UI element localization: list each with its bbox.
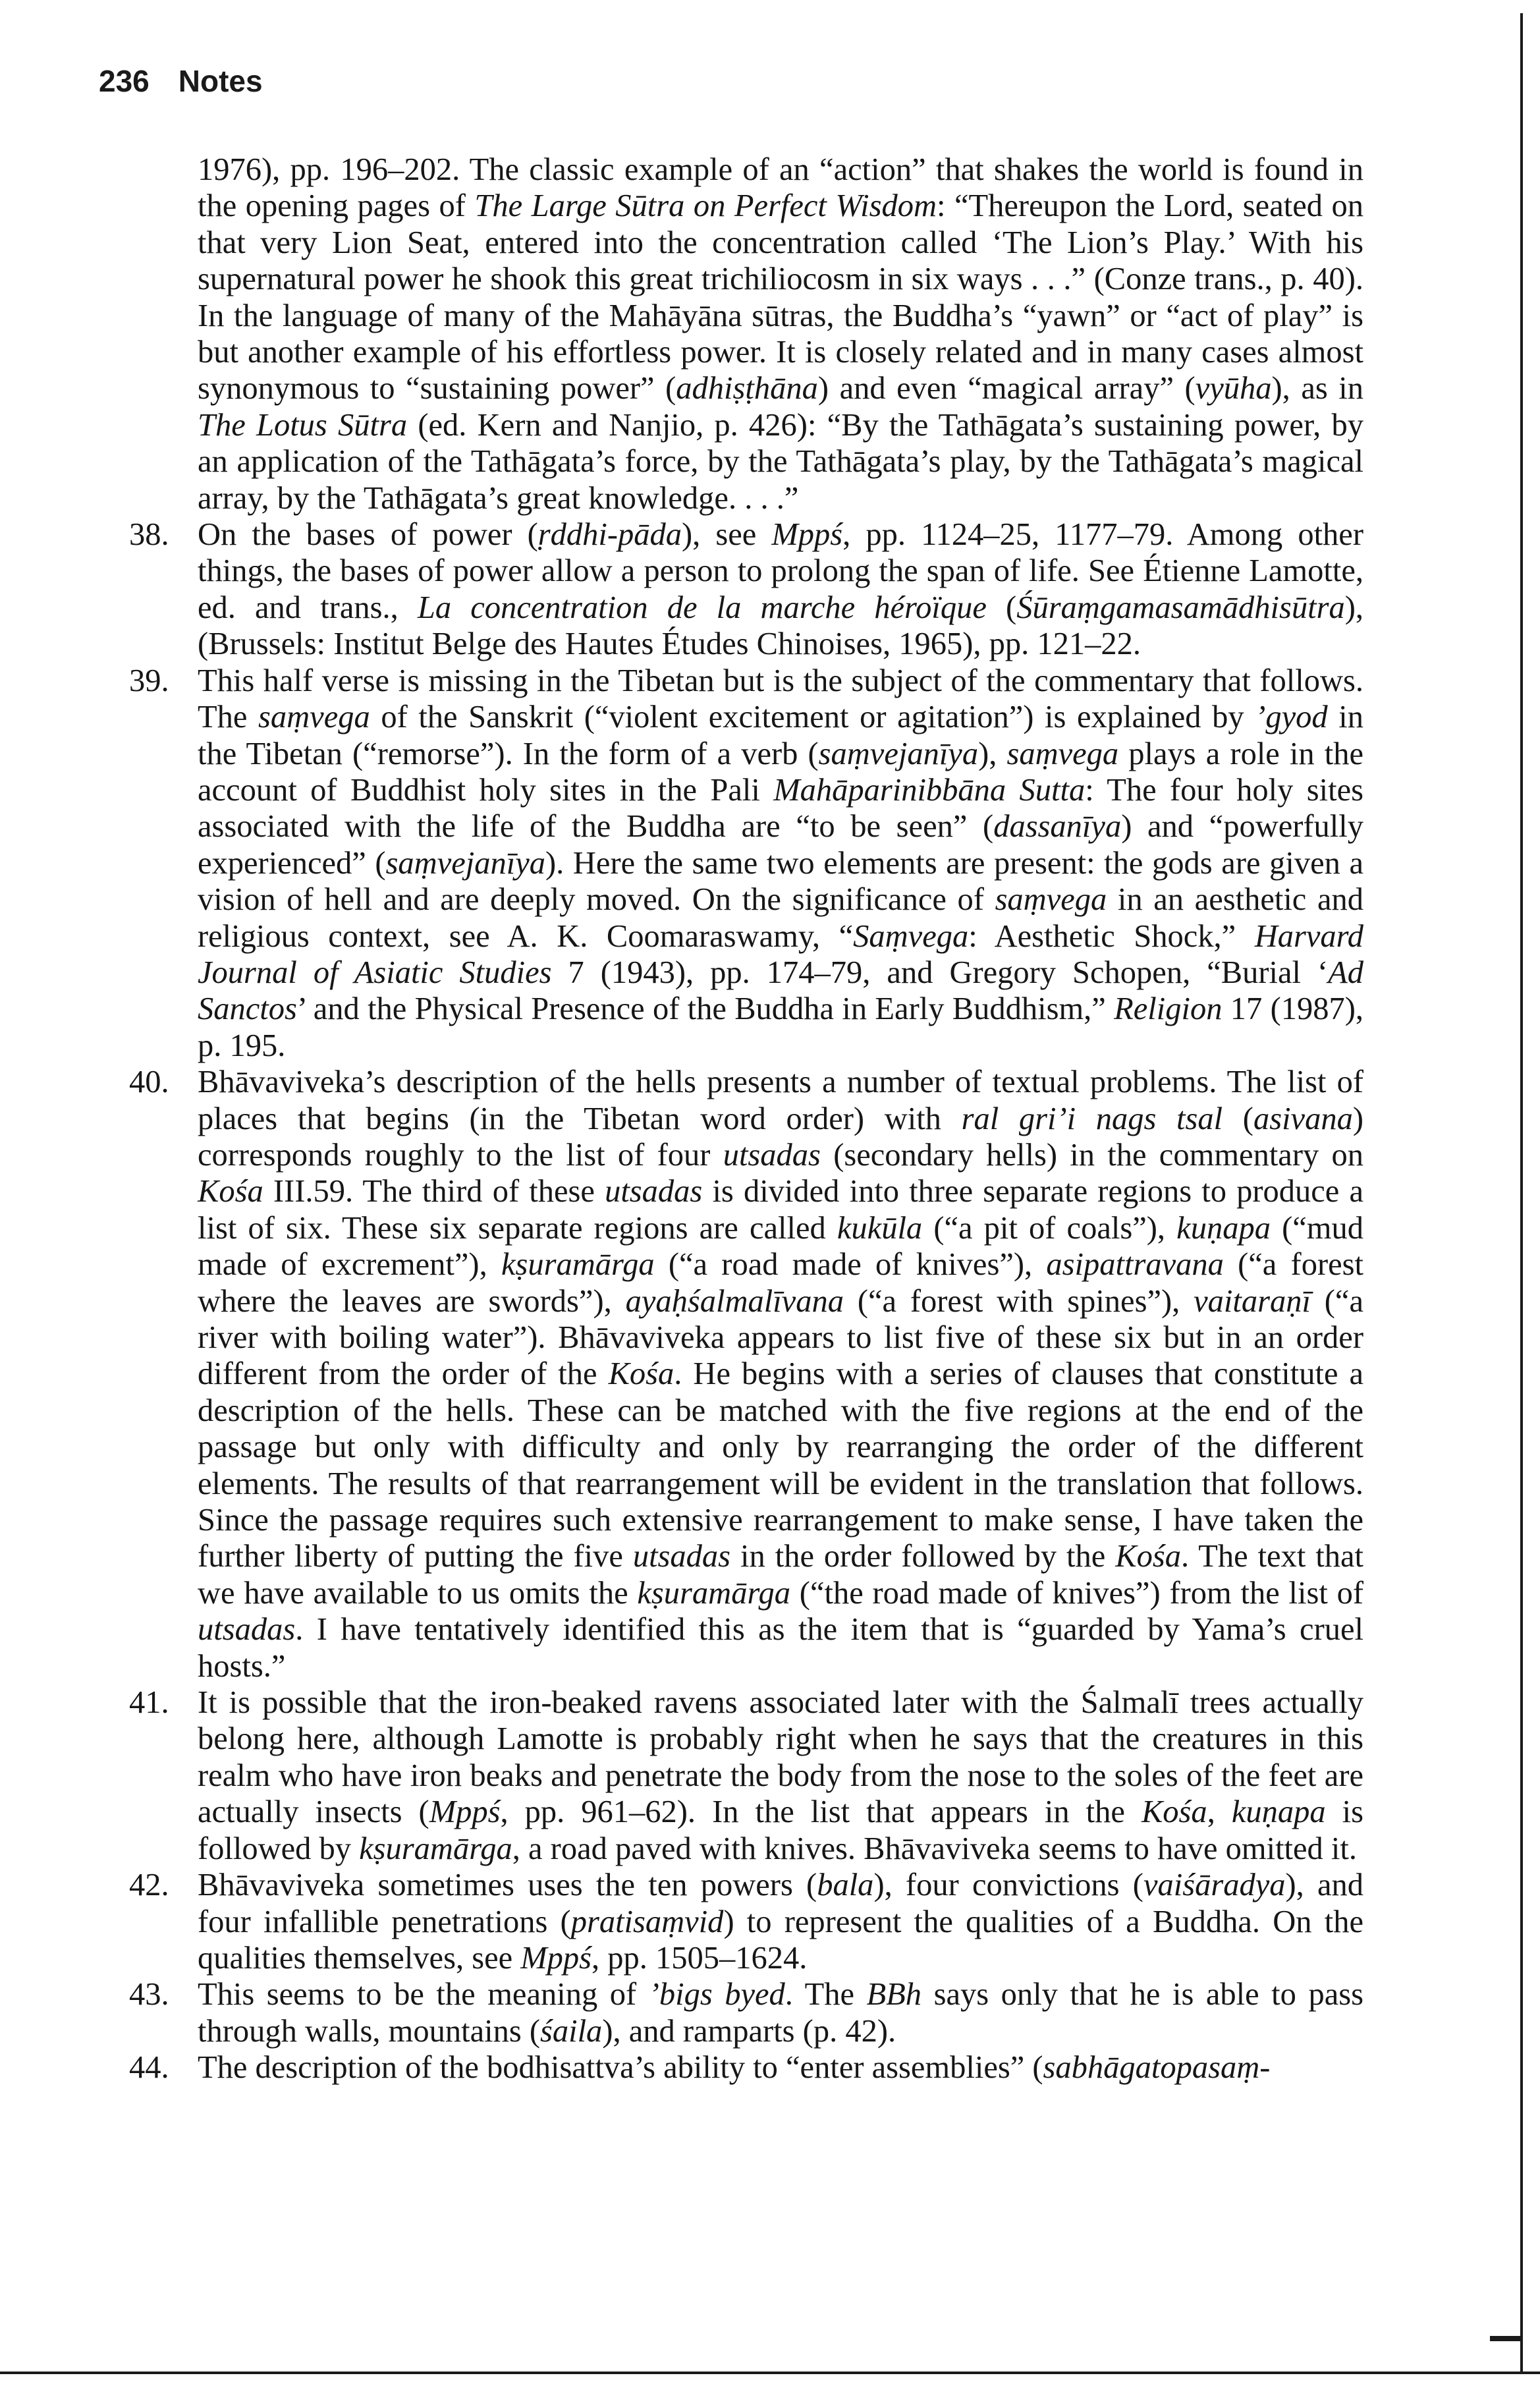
section-title: Notes	[178, 64, 263, 98]
note-text: ) to represent the qualities of a Buddha. On the qualities themselves, see	[198, 1904, 1363, 1976]
note-text: : “Thereupon the Lord, seated on that very Lion Seat, entered into the concentration called ‘The Lion’s Play.’ With his supernatural power he shook this great trichiliocosm in six ways . . .” (Conze trans., p. 40). In the language of many of the Mahāyāna sūtras, the Buddha’s “yawn” or “act of play” is but another example of his effortless power. It is closely related and in many cases almost synonymous to “sustaining power” (	[198, 188, 1363, 406]
note-italic-text: The Large Sūtra on Perfect Wisdom	[474, 188, 937, 224]
note-text: (secondary hells) in the commentary on	[820, 1137, 1363, 1173]
note-italic-text: ayaḥśalmalīvana	[625, 1283, 844, 1319]
note-italic-text: asivana	[1253, 1101, 1353, 1136]
note-number: 44.	[129, 2050, 169, 2086]
note-text: (“the road made of knives”) from the list of	[790, 1575, 1363, 1611]
note-text: : Aesthetic Shock,”	[968, 918, 1255, 954]
note-number: 38.	[129, 517, 169, 553]
note-italic-text: ’bigs byed	[648, 1977, 785, 2012]
note-text: This seems to be the meaning of	[198, 1977, 649, 2012]
note-item	[129, 1867, 1363, 1976]
page-edge-rule-bottom	[0, 2372, 1540, 2374]
note-text: : The four holy sites associated with the life of the Buddha are “to be seen” (	[198, 772, 1363, 845]
note-italic-text: Harvard Journal of Asiatic Studies	[198, 918, 1364, 990]
note-text: . He begins with a series of clauses that constitute a description of the hells. These can be matched with the five regions at the end of the passage but only with difficulty and only by rearranging the order of the different elements. The results of that rearrangement will be evident in the translation that follows. Since the passage requires such extensive rearrangement to make sense, I have taken the further liberty of putting the five	[198, 1356, 1364, 1574]
note-italic-text: Mppś	[429, 1794, 501, 1830]
note-item	[129, 1684, 1363, 1867]
note-text: in the Tibetan (“remorse”). In the form of a verb (	[198, 700, 1364, 771]
note-text: 7 (1943), pp. 174–79, and Gregory Schopen, “Burial ‘	[551, 955, 1329, 990]
note-italic-text: saṃvejanīya	[385, 845, 545, 881]
note-italic-text: kuṇapa	[1231, 1794, 1326, 1830]
note-text: (	[1223, 1101, 1253, 1136]
note-italic-text: saṃvega	[995, 882, 1107, 918]
note-text: 1976), pp. 196–202. The classic example of an “action” that shakes the world is found in the opening pages of	[198, 152, 1363, 224]
note-italic-text: vyūha	[1195, 371, 1272, 406]
note-text: in an aesthetic and religious context, see A. K. Coomaraswamy, “	[198, 882, 1363, 954]
note-text: ), see	[682, 517, 772, 553]
note-text: On the bases of power (	[198, 517, 538, 553]
note-italic-text: saṃvejanīya	[818, 736, 979, 771]
note-italic-text: sabhāgatopasaṃ-	[1043, 2050, 1271, 2086]
note-italic-text: asipattravana	[1046, 1247, 1224, 1283]
note-item	[198, 152, 1363, 516]
note-text: (ed. Kern and Nanjio, p. 426): “By the Tathāgata’s sustaining power, by an application of the Tathāgata’s force, by the Tathāgata’s play, by the Tathāgata’s magical array, by the Tathāgata’s great knowledge. . . .”	[198, 407, 1364, 516]
note-italic-text: kṣuramārga	[637, 1575, 791, 1611]
note-text: ),	[978, 736, 1007, 771]
scan-corner-mark	[1490, 2336, 1523, 2341]
note-italic-text: ral gri’i nags tsal	[961, 1101, 1223, 1136]
note-text: , pp. 1505–1624.	[591, 1940, 808, 1976]
note-text: ). Here the same two elements are present: the gods are given a vision of hell and are deeply moved. On the significance of	[198, 845, 1363, 918]
note-italic-text: pratisaṃvid	[570, 1904, 724, 1939]
note-number: 40.	[129, 1065, 169, 1100]
note-italic-text: bala	[817, 1868, 874, 1903]
note-text: (“a river with boiling water”). Bhāvaviveka appears to list five of these six but in an order different from the order of the	[198, 1283, 1363, 1392]
page-number: 236	[99, 64, 150, 98]
note-italic-text: La concentration de la marche héroïque	[417, 590, 987, 625]
note-text: , pp. 1124–25, 1177–79. Among other things, the bases of power allow a person to prolong the span of life. See Étienne Lamotte, ed. and trans.,	[198, 517, 1363, 625]
note-text: ) corresponds roughly to the list of four	[198, 1101, 1363, 1173]
note-text: . The	[784, 1977, 867, 2012]
note-text: of the Sanskrit (“violent excitement or agitation”) is explained by	[370, 700, 1255, 735]
note-number: 43.	[129, 1977, 169, 2012]
note-italic-text: kṣuramārga	[359, 1831, 512, 1866]
note-text: (“a road made of knives”),	[654, 1247, 1047, 1283]
note-italic-text: Saṃvega	[853, 918, 969, 954]
note-number: 39.	[129, 663, 169, 698]
note-text: It is possible that the iron-beaked ravens associated later with the Śalmalī trees actually belong here, although Lamotte is probably right when he says that the creatures in this realm who have iron beaks and penetrate the body from the nose to the soles of the feet are actually insects (	[198, 1685, 1363, 1830]
note-item	[129, 516, 1363, 663]
note-italic-text: utsadas	[198, 1612, 296, 1648]
note-italic-text: dassanīya	[993, 809, 1122, 845]
note-italic-text: śaila	[539, 2013, 603, 2049]
note-text: ,	[1207, 1794, 1232, 1830]
note-italic-text: Kośa	[1141, 1794, 1207, 1830]
note-text: , a road paved with knives. Bhāvaviveka seems to have omitted it.	[512, 1831, 1357, 1866]
note-text: This half verse is missing in the Tibetan but is the subject of the commentary that follows. The	[198, 663, 1363, 735]
note-number: 42.	[129, 1868, 169, 1903]
note-italic-text: kuṇapa	[1176, 1210, 1271, 1246]
note-item	[129, 663, 1364, 1064]
note-text: (“a pit of coals”),	[922, 1210, 1177, 1246]
note-italic-text: Mahāparinibbāna Sutta	[773, 772, 1086, 808]
note-italic-text: kṣuramārga	[501, 1247, 655, 1283]
note-text: ’ and the Physical Presence of the Buddha in Early Buddhism,”	[296, 991, 1114, 1027]
note-text: 17 (1987), p. 195.	[198, 991, 1364, 1063]
note-text: in the order followed by the	[730, 1539, 1116, 1574]
page-edge-rule-right	[1520, 13, 1523, 2372]
note-italic-text: kukūla	[837, 1210, 923, 1246]
note-text: plays a role in the account of Buddhist holy sites in the Pali	[198, 736, 1364, 808]
running-header	[99, 63, 263, 99]
note-italic-text: vaitaraṇī	[1194, 1283, 1311, 1319]
note-text: Bhāvaviveka’s description of the hells presents a number of textual problems. The list of places that begins (in the Tibetan word order) with	[198, 1065, 1363, 1136]
note-text: III.59. The third of these	[263, 1174, 605, 1209]
note-text: ), four convictions (	[873, 1868, 1143, 1903]
note-text: ) and “powerfully experienced” (	[198, 809, 1363, 881]
note-text: is followed by	[198, 1794, 1363, 1866]
note-italic-text: utsadas	[632, 1539, 731, 1574]
note-item	[129, 1064, 1364, 1684]
note-text: says only that he is able to pass through walls, mountains (	[198, 1977, 1363, 2049]
note-italic-text: The Lotus Sūtra	[198, 407, 408, 443]
note-text: ), as in	[1271, 371, 1364, 406]
note-text: . The text that we have available to us omits the	[198, 1539, 1363, 1611]
note-italic-text: utsadas	[723, 1137, 821, 1173]
note-text: ), (Brussels: Institut Belge des Hautes Études Chinoises, 1965), pp. 121–22.	[198, 590, 1363, 662]
note-italic-text: ’gyod	[1255, 700, 1328, 735]
note-text: (	[986, 590, 1017, 625]
note-italic-text: ṛddhi-pāda	[537, 517, 682, 553]
note-text: is divided into three separate regions to produce a list of six. These six separate regions are called	[198, 1174, 1363, 1246]
note-text: , pp. 961–62). In the list that appears in the	[500, 1794, 1141, 1830]
note-text: ) and even “magical array” (	[817, 371, 1196, 406]
note-italic-text: Mppś	[520, 1940, 592, 1976]
note-italic-text: Mppś	[771, 517, 843, 553]
note-italic-text: utsadas	[605, 1174, 703, 1209]
notes-list	[129, 152, 1364, 2086]
note-text: ), and ramparts (p. 42).	[602, 2013, 896, 2049]
note-text: . I have tentatively identified this as the item that is “guarded by Yama’s cruel hosts.”	[198, 1612, 1363, 1684]
note-text: ), and four infallible penetrations (	[198, 1868, 1363, 1939]
note-text: (“mud made of excrement”),	[198, 1210, 1364, 1283]
note-italic-text: saṃvega	[258, 700, 370, 735]
note-item	[129, 1976, 1363, 2049]
note-number: 41.	[129, 1685, 169, 1721]
note-text: (“a forest where the leaves are swords”),	[198, 1247, 1363, 1319]
note-text: The description of the bodhisattva’s ability to “enter assemblies” (	[198, 2050, 1043, 2086]
note-italic-text: BBh	[866, 1977, 922, 2012]
note-text: (“a forest with spines”),	[843, 1283, 1194, 1319]
note-italic-text: Kośa	[1115, 1539, 1181, 1574]
note-item	[129, 2049, 1363, 2086]
note-italic-text: Kośa	[608, 1356, 674, 1392]
note-italic-text: adhiṣṭhāna	[676, 371, 818, 406]
note-italic-text: Ad Sanctos	[198, 955, 1363, 1027]
note-italic-text: vaiśāradya	[1143, 1868, 1286, 1903]
note-italic-text: saṃvega	[1006, 736, 1119, 771]
note-italic-text: Śūraṃgamasamādhisūtra	[1016, 590, 1345, 625]
note-text: Bhāvaviveka sometimes uses the ten powers (	[198, 1868, 817, 1903]
note-italic-text: Religion	[1114, 991, 1223, 1027]
note-italic-text: Kośa	[198, 1174, 263, 1209]
